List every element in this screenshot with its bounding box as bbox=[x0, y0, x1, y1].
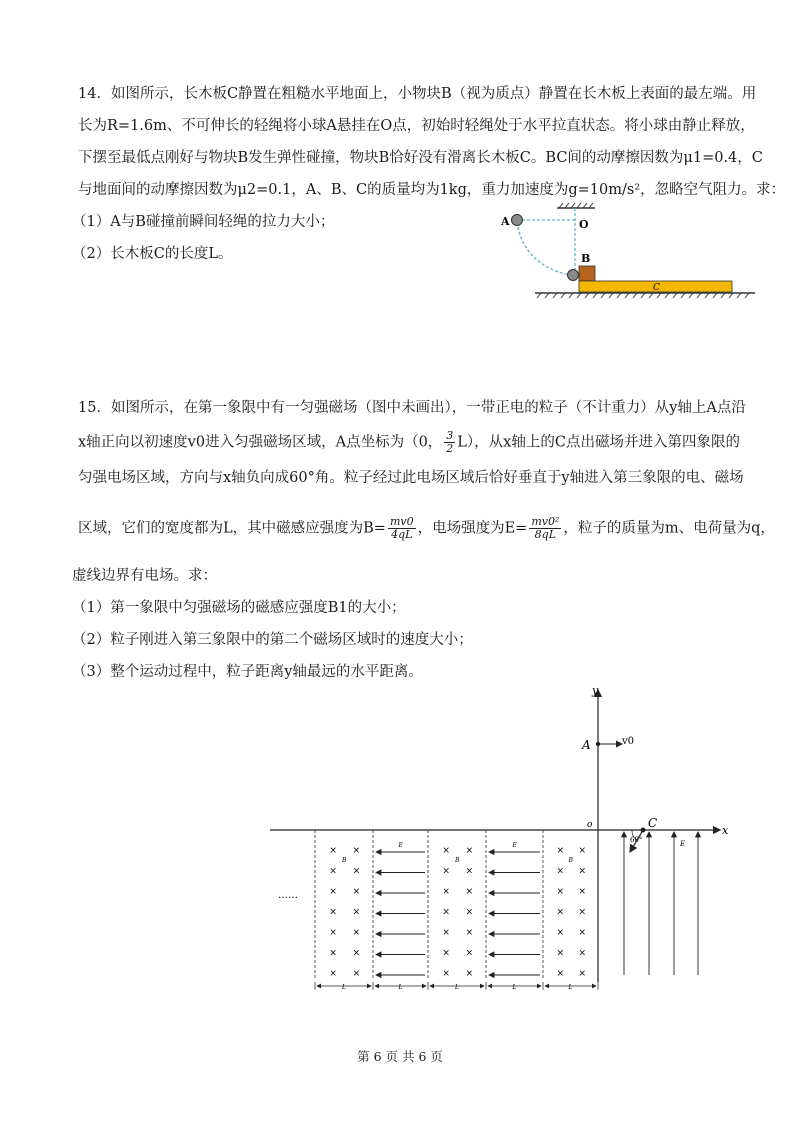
q14-line-1: 14．如图所示，长木板C静置在粗糙水平地面上，小物块B（视为质点）静置在长木板上表面的最左端。用 bbox=[78, 86, 757, 102]
coord-fraction bbox=[444, 430, 455, 455]
y-axis-label: y bbox=[592, 684, 599, 697]
cross-mark: × bbox=[556, 948, 565, 959]
cross-mark: × bbox=[578, 907, 587, 918]
angle-label: 60° bbox=[630, 836, 643, 844]
cross-mark: × bbox=[556, 887, 565, 897]
label-a: A bbox=[501, 215, 510, 228]
q14-figure bbox=[495, 198, 760, 303]
q15-line-5: 虚线边界有电场。求： bbox=[72, 568, 217, 584]
label-b: B bbox=[581, 252, 591, 265]
region-e-label: E bbox=[398, 842, 403, 849]
region-borders bbox=[315, 830, 543, 980]
cross-mark: × bbox=[352, 887, 361, 897]
cross-mark: × bbox=[556, 866, 565, 877]
e-fraction-num: mv0² bbox=[531, 515, 560, 528]
q14-subquestion-1: （1）A与B碰撞前瞬间轻绳的拉力大小； bbox=[72, 214, 335, 230]
dimension-label: L bbox=[398, 984, 403, 991]
swing-arc bbox=[517, 222, 569, 275]
q15-line-4 bbox=[78, 516, 775, 541]
label-a: A bbox=[582, 738, 591, 752]
cross-mark: × bbox=[465, 928, 474, 938]
e-fraction-den: 8qL bbox=[534, 528, 557, 541]
point-a bbox=[596, 742, 600, 746]
b-fraction bbox=[388, 516, 416, 541]
cross-mark: × bbox=[352, 969, 361, 979]
region-e-label: E bbox=[512, 842, 517, 849]
label-c: C bbox=[648, 816, 658, 830]
cross-mark: × bbox=[578, 969, 587, 979]
cross-mark: × bbox=[442, 907, 450, 918]
ball-a-bottom bbox=[568, 270, 579, 281]
cross-mark: × bbox=[329, 887, 337, 897]
region-b-label: B bbox=[568, 857, 573, 864]
cross-mark: × bbox=[442, 866, 450, 877]
cross-mark: × bbox=[465, 866, 474, 877]
cross-mark: × bbox=[329, 928, 337, 938]
q15-line-2 bbox=[78, 430, 740, 455]
cross-mark: × bbox=[465, 907, 474, 918]
page-footer: 第 6 页 共 6 页 bbox=[357, 1049, 443, 1064]
dimension-label: L bbox=[568, 984, 573, 991]
cross-mark: × bbox=[329, 846, 337, 856]
dimension-label: L bbox=[455, 984, 459, 991]
x-axis-label: x bbox=[722, 824, 729, 837]
cross-mark: × bbox=[556, 969, 565, 979]
label-o: O bbox=[579, 218, 589, 231]
b-fraction-den: 4qL bbox=[391, 528, 413, 541]
magnetic-field-crosses bbox=[329, 846, 586, 979]
q15-subquestion-3: （3）整个运动过程中，粒子距离y轴最远的水平距离。 bbox=[72, 664, 423, 680]
dimension-label: L bbox=[512, 984, 517, 991]
cross-mark: × bbox=[352, 928, 361, 938]
ellipsis: …… bbox=[278, 890, 298, 901]
cross-mark: × bbox=[442, 948, 450, 959]
q15-line-4c: ，粒子的质量为m、电荷量为q， bbox=[563, 520, 775, 537]
cross-mark: × bbox=[329, 969, 337, 979]
cross-mark: × bbox=[578, 846, 587, 856]
q15-line-1: 15．如图所示，在第一象限中有一匀强磁场（图中未画出），一带正电的粒子（不计重力）从y轴上A点沿 bbox=[78, 400, 746, 416]
q15-line-2b: L），从x轴上的C点出磁场并进入第四象限的 bbox=[457, 434, 740, 451]
q14-line-3: 下摆至最低点刚好与物块B发生弹性碰撞，物块B恰好没有滑离长木板C。BC间的动摩擦因数为μ1=0.4，C bbox=[78, 150, 763, 166]
b-fraction-num: mv0 bbox=[389, 515, 414, 528]
cross-mark: × bbox=[556, 907, 565, 918]
origin-label: o bbox=[587, 820, 593, 830]
coord-fraction-num: 3 bbox=[446, 429, 454, 442]
cross-mark: × bbox=[442, 846, 450, 856]
q14-subquestion-2: （2）长木板C的长度L。 bbox=[72, 246, 233, 262]
cross-mark: × bbox=[352, 846, 361, 856]
cross-mark: × bbox=[352, 866, 361, 877]
e-fraction bbox=[529, 516, 561, 541]
region-b-label: B bbox=[342, 857, 347, 864]
q15-line-2a: x轴正向以初速度v0进入匀强磁场区域，A点坐标为（0， bbox=[78, 434, 443, 451]
cross-mark: × bbox=[465, 887, 474, 897]
q15-subquestion-1: （1）第一象限中匀强磁场的磁感应强度B1的大小； bbox=[72, 600, 406, 616]
q15-figure bbox=[260, 682, 735, 1002]
q15-line-4b: ，电场强度为E= bbox=[417, 520, 528, 537]
width-dimensions bbox=[315, 982, 598, 991]
q15-subquestion-2: （2）粒子刚进入第三象限中的第二个磁场区域时的速度大小； bbox=[72, 632, 473, 648]
cross-mark: × bbox=[465, 948, 474, 959]
fourth-quadrant-field-lines bbox=[624, 832, 698, 975]
ball-a bbox=[512, 215, 523, 226]
cross-mark: × bbox=[556, 846, 565, 856]
cross-mark: × bbox=[556, 928, 565, 938]
region-b-label: B bbox=[455, 857, 460, 864]
cross-mark: × bbox=[329, 866, 337, 877]
label-v0: v0 bbox=[622, 736, 635, 747]
cross-mark: × bbox=[329, 907, 337, 918]
cross-mark: × bbox=[465, 846, 474, 856]
cross-mark: × bbox=[442, 928, 450, 938]
q14-line-2: 长为R=1.6m、不可伸长的轻绳将小球A悬挂在O点，初始时轻绳处于水平拉直状态。将小球由静止释放， bbox=[78, 118, 755, 134]
cross-mark: × bbox=[578, 887, 587, 897]
cross-mark: × bbox=[442, 969, 450, 979]
cross-mark: × bbox=[578, 928, 587, 938]
q15-line-3: 匀强电场区域，方向与x轴负向成60°角。粒子经过此电场区域后恰好垂直于y轴进入第三象限的电、磁场 bbox=[78, 470, 744, 486]
q14-line-4: 与地面间的动摩擦因数为μ2=0.1，A、B、C的质量均为1kg，重力加速度为g=10m/s²，忽略空气阻力。求： bbox=[78, 182, 786, 198]
cross-mark: × bbox=[352, 948, 361, 959]
cross-mark: × bbox=[578, 866, 587, 877]
cross-mark: × bbox=[442, 887, 450, 897]
dimension-label: L bbox=[342, 984, 346, 991]
coord-fraction-den: 2 bbox=[446, 442, 454, 455]
label-c: C bbox=[653, 283, 660, 293]
cross-mark: × bbox=[578, 948, 587, 959]
block-b bbox=[579, 266, 595, 281]
q15-line-4a: 区域，它们的宽度都为L，其中磁感应强度为B= bbox=[78, 520, 386, 537]
cross-mark: × bbox=[352, 907, 361, 918]
fourth-quadrant-e-label: E bbox=[680, 840, 686, 848]
cross-mark: × bbox=[465, 969, 474, 979]
cross-mark: × bbox=[329, 948, 337, 959]
